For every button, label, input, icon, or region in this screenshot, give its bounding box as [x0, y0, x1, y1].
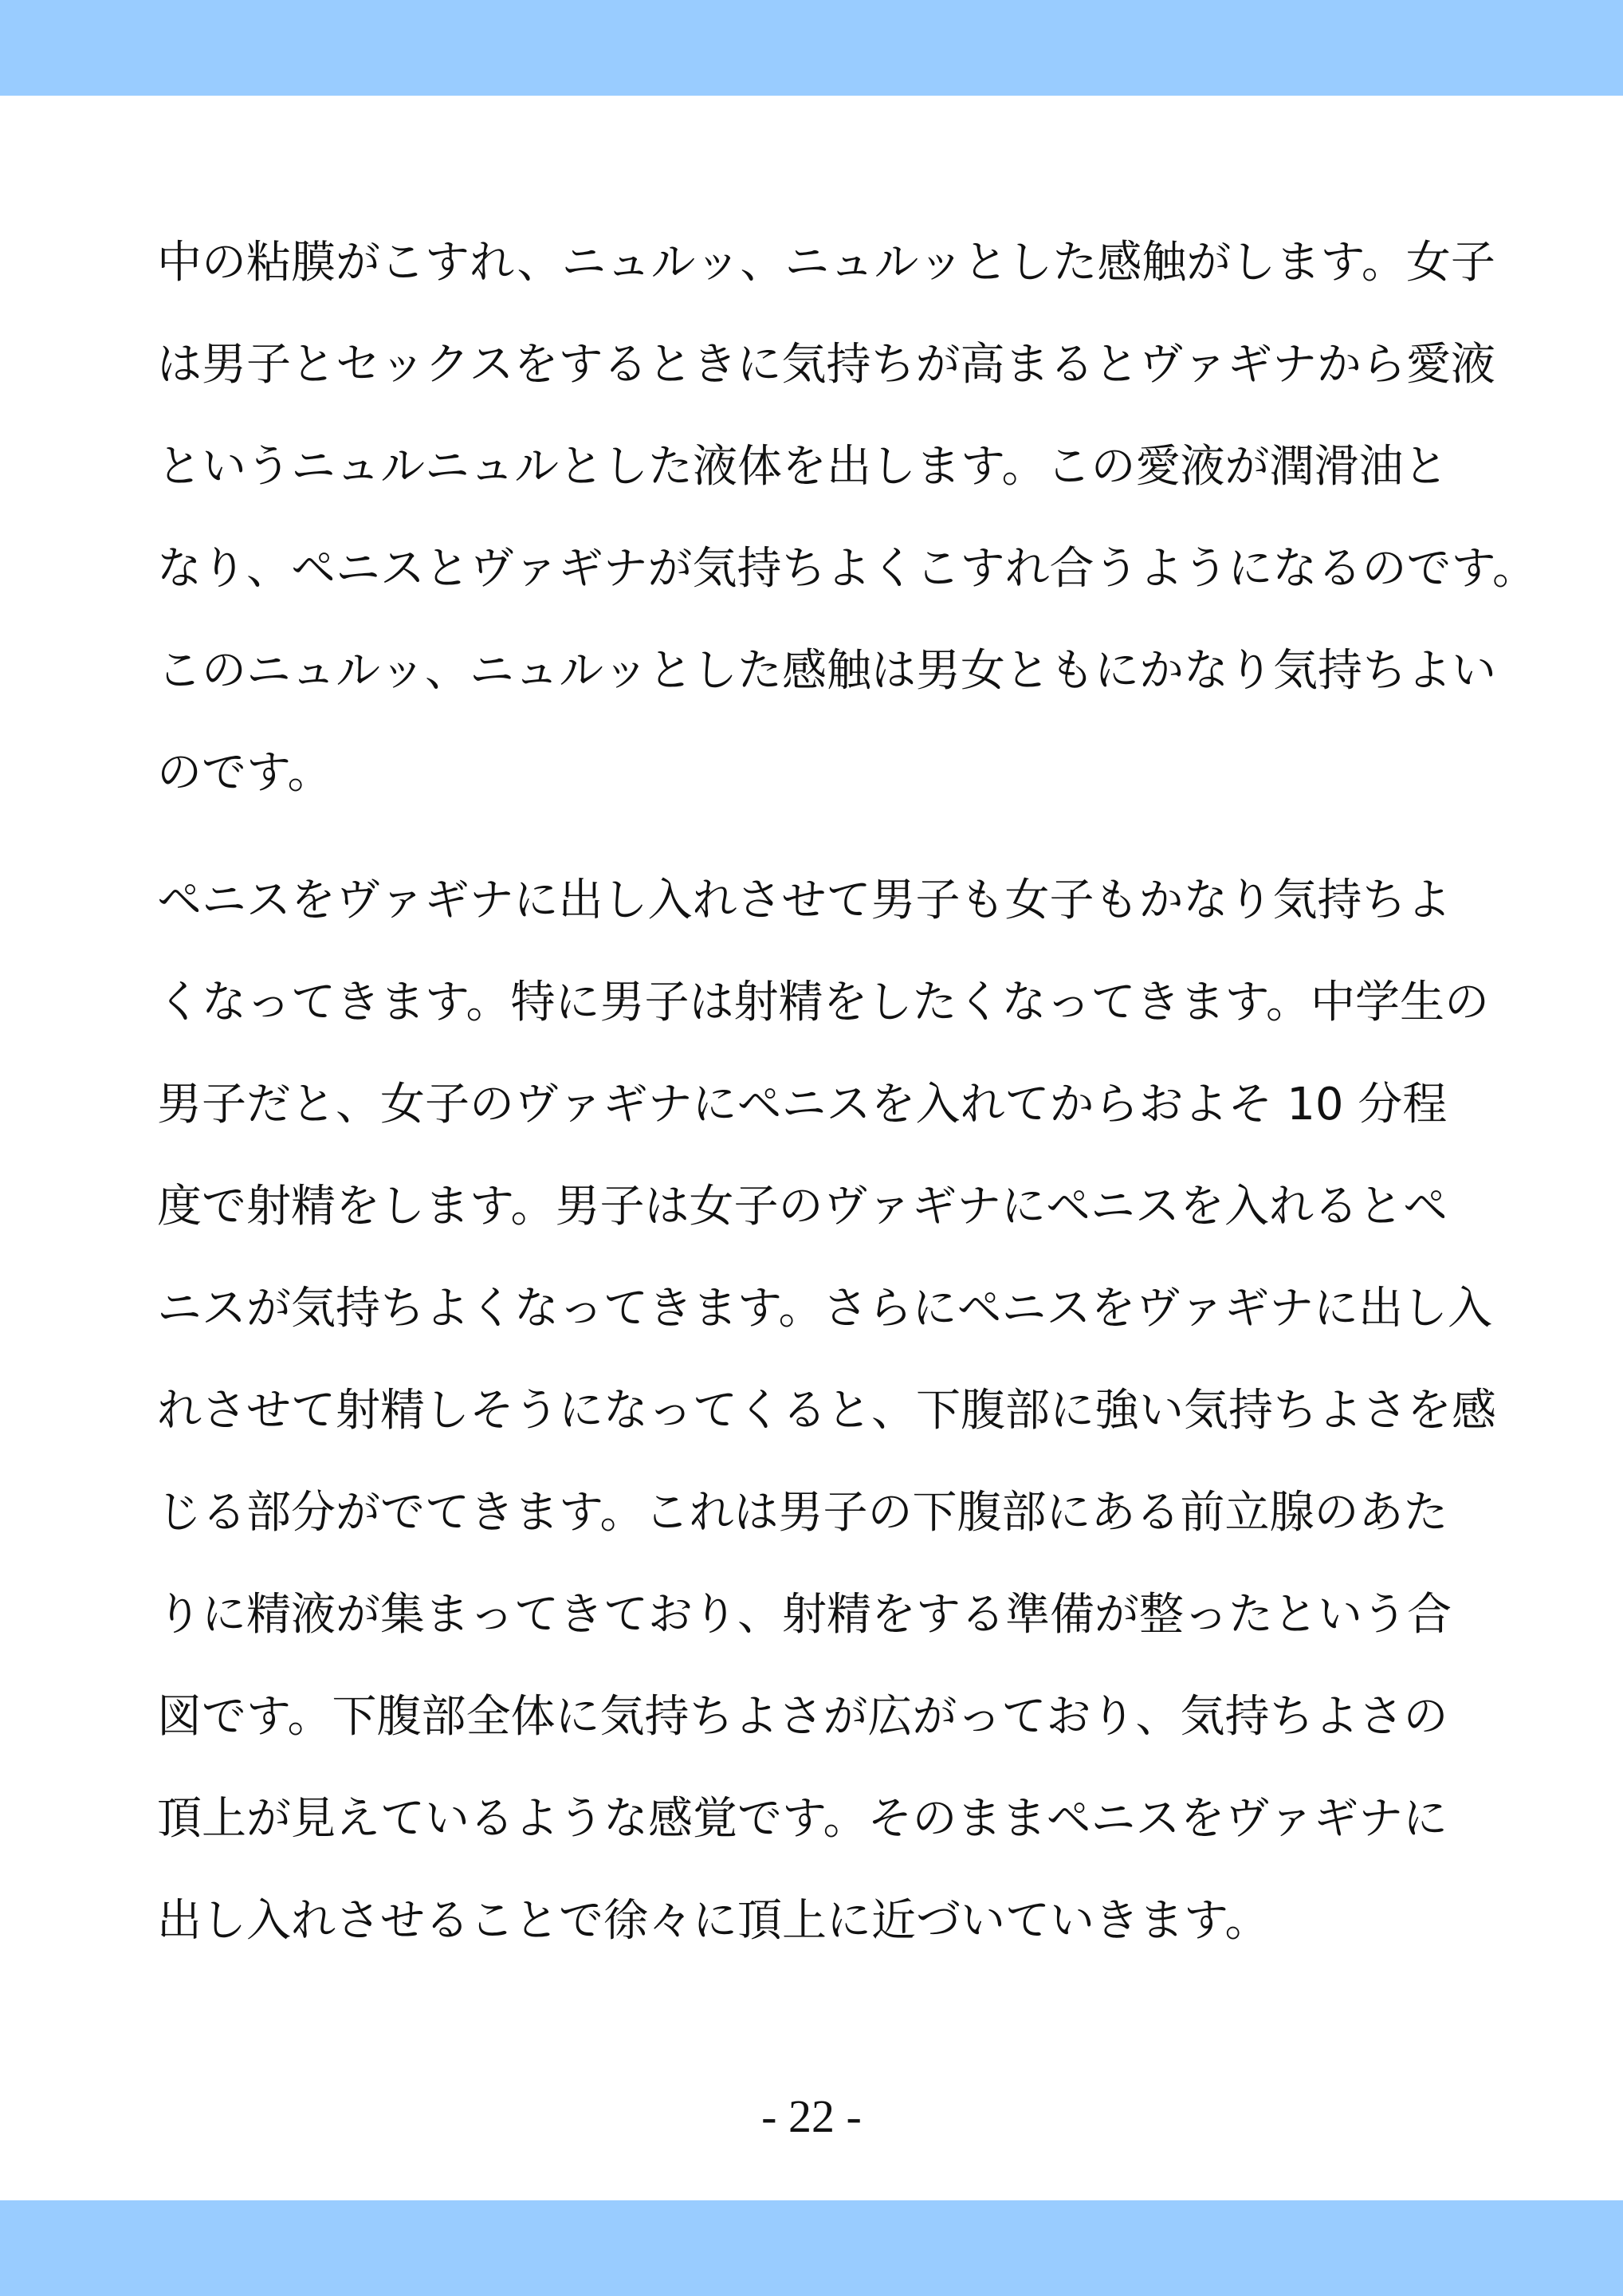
- text-line: 度で射精をします。男子は女子のヴァギナにペニスを入れるとペ: [157, 1181, 1448, 1233]
- paragraph-1: [157, 212, 1537, 824]
- page-number: - 22 -: [761, 2090, 862, 2142]
- text-line: ペニスをヴァギナに出し入れさせて男子も女子もかなり気持ちよ: [157, 875, 1452, 926]
- paragraph-2: [157, 850, 1496, 1972]
- footer-band: [0, 2200, 1623, 2296]
- text-line: れさせて射精しそうになってくると、下腹部に強い気持ちよさを感: [157, 1385, 1496, 1437]
- text-line: 男子だと、女子のヴァギナにペニスを入れてからおよそ 10 分程: [157, 1079, 1448, 1130]
- text-line: 図です。下腹部全体に気持ちよさが広がっており、気持ちよさの: [157, 1691, 1448, 1743]
- text-line: くなってきます。特に男子は射精をしたくなってきます。中学生の: [157, 977, 1490, 1028]
- text-line: というニュルニュルとした液体を出します。この愛液が潤滑油と: [157, 441, 1448, 493]
- text-line: ニスが気持ちよくなってきます。さらにペニスをヴァギナに出し入: [157, 1283, 1492, 1335]
- text-line: は男子とセックスをするときに気持ちが高まるとヴァギナから愛液: [157, 339, 1495, 391]
- text-line: なり、ペニスとヴァギナが気持ちよくこすれ合うようになるのです。: [157, 543, 1537, 595]
- text-line: このニュルッ、ニュルッとした感触は男女ともにかなり気持ちよい: [157, 645, 1496, 697]
- text-line: 中の粘膜がこすれ、ニュルッ、ニュルッとした感触がします。女子: [157, 237, 1495, 289]
- page-body: [157, 212, 1537, 1972]
- text-line: 頂上が見えているような感覚です。そのままペニスをヴァギナに: [157, 1793, 1448, 1845]
- text-line: じる部分がでてきます。これは男子の下腹部にある前立腺のあた: [157, 1487, 1448, 1539]
- paragraph-gap: [157, 824, 1472, 850]
- text-line: りに精液が集まってきており、射精をする準備が整ったという合: [157, 1589, 1452, 1641]
- text-line: 出し入れさせることで徐々に頂上に近づいていきます。: [157, 1895, 1270, 1947]
- header-band: [0, 0, 1623, 96]
- text-line: のです。: [157, 747, 332, 799]
